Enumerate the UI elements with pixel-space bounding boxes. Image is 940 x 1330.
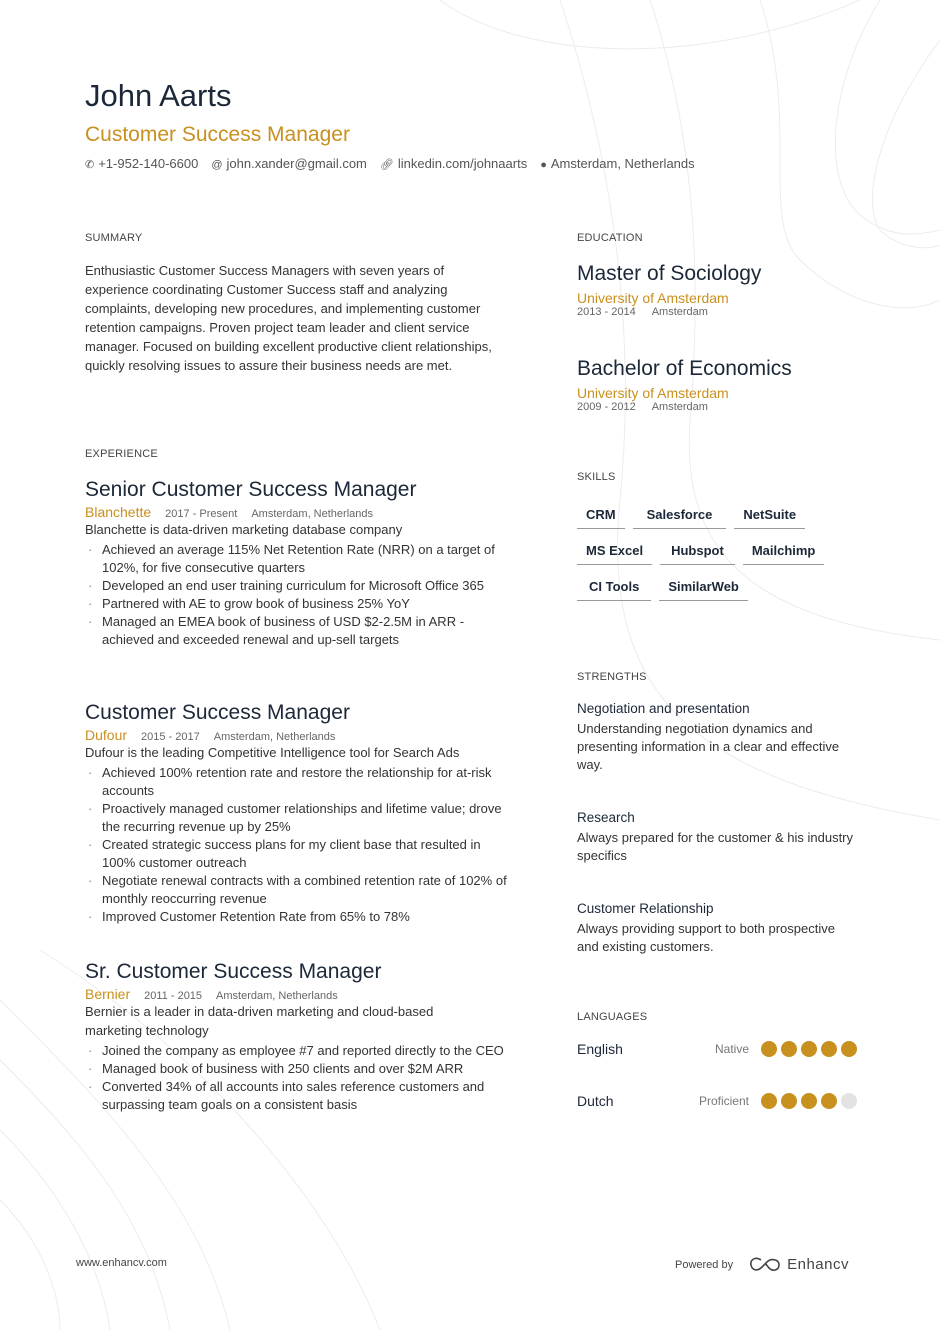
email-text: john.xander@gmail.com — [226, 156, 367, 171]
website-link[interactable]: www.enhancv.com — [76, 1257, 167, 1269]
education-heading: EDUCATION — [577, 232, 643, 244]
experience-heading: EXPERIENCE — [85, 448, 158, 460]
job-location: Amsterdam, Netherlands — [251, 508, 373, 520]
rating-dot — [761, 1093, 777, 1109]
degree: Master of Sociology — [577, 262, 762, 285]
rating-dot — [801, 1093, 817, 1109]
bullet: · Created strategic success plans for my client base that resulted in 100% customer outreach — [85, 836, 510, 872]
candidate-name: John Aarts — [85, 78, 232, 113]
job-dates: 2011 - 2015 — [144, 990, 203, 1002]
rating-dot — [761, 1041, 777, 1057]
language-level: Proficient — [698, 1094, 749, 1108]
skill-tag: MS Excel — [577, 543, 652, 565]
strength-item — [577, 901, 857, 956]
strengths-heading: STRENGTHS — [577, 671, 647, 683]
job-dates: 2015 - 2017 — [141, 731, 200, 743]
job-location: Amsterdam, Netherlands — [216, 990, 338, 1002]
language-name: English — [577, 1041, 623, 1057]
company-description: Bernier is a leader in data-driven marketing and cloud-based marketing technology — [85, 1004, 434, 1038]
skill-tag: NetSuite — [734, 507, 805, 529]
education-entry — [577, 262, 761, 318]
company-description: Dufour is the leading Competitive Intelligence tool for Search Ads — [85, 745, 460, 760]
summary-heading: SUMMARY — [85, 232, 143, 244]
linkedin-text: linkedin.com/johnaarts — [397, 156, 528, 171]
skill-tag: SimilarWeb — [659, 579, 748, 601]
strength-description: Always prepared for the customer & his industry specifics — [577, 830, 854, 863]
bullet: · Managed book of business with 250 clients and over $2M ARR — [85, 1060, 510, 1078]
company-description: Blanchette is data-driven marketing database company — [85, 522, 403, 537]
bullet: · Developed an end user training curriculum for Microsoft Office 365 — [85, 577, 510, 595]
rating-dot — [801, 1041, 817, 1057]
powered-by — [675, 1256, 849, 1273]
bullet: · Proactively managed customer relationships and lifetime value; drove the recurring revenue up by 25% — [85, 800, 510, 836]
strength-title: Customer Relationship — [577, 901, 714, 916]
skill-tag: CI Tools — [577, 579, 651, 601]
enhancv-logo[interactable] — [749, 1256, 849, 1273]
strength-title: Negotiation and presentation — [577, 701, 750, 716]
job-entry — [85, 960, 510, 1114]
language-name: Dutch — [577, 1093, 614, 1109]
bullet: · Achieved an average 115% Net Retention Rate (NRR) on a target of 102%, for five consecutive quarters — [85, 541, 510, 577]
phone[interactable] — [85, 156, 198, 171]
rating-dot — [781, 1093, 797, 1109]
rating-dot — [821, 1041, 837, 1057]
job-dates: 2017 - Present — [165, 508, 238, 520]
contact-bar — [85, 156, 695, 171]
infinity-logo-icon — [749, 1257, 781, 1273]
at-icon: @ — [211, 159, 223, 171]
bullet: · Converted 34% of all accounts into sales reference customers and surpassing team goals on a consistent basis — [85, 1078, 510, 1114]
edu-dates: 2009 - 2012 — [577, 401, 636, 413]
company: Dufour — [85, 727, 128, 743]
skill-tag: Hubspot — [660, 543, 735, 565]
job-title: Sr. Customer Success Manager — [85, 960, 382, 983]
rating-dot — [821, 1093, 837, 1109]
edu-dates: 2013 - 2014 — [577, 306, 636, 318]
skill-tag: Salesforce — [633, 507, 727, 529]
location-text: Amsterdam, Netherlands — [550, 156, 695, 171]
linkedin[interactable] — [380, 156, 527, 171]
company: Blanchette — [85, 504, 152, 520]
phone-icon: ✆ — [85, 159, 95, 171]
job-location: Amsterdam, Netherlands — [213, 731, 336, 743]
strength-description: Understanding negotiation dynamics and presenting information in a clear and effective way. — [577, 721, 840, 772]
skill-tag: CRM — [577, 507, 625, 529]
bullet: · Negotiate renewal contracts with a combined retention rate of 102% of monthly reoccurring revenue — [85, 872, 510, 908]
edu-location: Amsterdam — [651, 401, 708, 413]
skill-tag: Mailchimp — [743, 543, 825, 565]
bullet: · Achieved 100% retention rate and restore the relationship for at-risk accounts — [85, 764, 510, 800]
strength-item — [577, 701, 857, 774]
location — [540, 156, 694, 171]
school: University of Amsterdam — [577, 385, 729, 401]
bullet: · Joined the company as employee #7 and reported directly to the CEO — [85, 1042, 510, 1060]
language-rating — [761, 1093, 857, 1109]
school: University of Amsterdam — [577, 290, 729, 306]
degree: Bachelor of Economics — [577, 357, 792, 380]
languages-heading: LANGUAGES — [577, 1011, 648, 1023]
email[interactable] — [211, 156, 367, 171]
job-entry — [85, 701, 510, 926]
edu-location: Amsterdam — [651, 306, 708, 318]
strength-item — [577, 810, 857, 865]
company: Bernier — [85, 986, 131, 1002]
language-row — [577, 1041, 857, 1057]
rating-dot — [781, 1041, 797, 1057]
phone-text: +1-952-140-6600 — [98, 156, 199, 171]
summary-text: Enthusiastic Customer Success Managers with seven years of experience coordinating Customer Success staff and analyzing complaints, developing new procedures, and implementing customer retention campaigns. Proven project team leader and client service manager. Focused on building excellent productive client relationships, quickly resolving issues to assure their business needs are met. — [85, 263, 492, 373]
brand-name: Enhancv — [787, 1256, 849, 1273]
strength-title: Research — [577, 810, 635, 825]
language-row — [577, 1093, 857, 1109]
location-pin-icon: ● — [540, 159, 547, 171]
job-title: Senior Customer Success Manager — [85, 478, 417, 501]
strength-description: Always providing support to both prospective and existing customers. — [577, 921, 835, 954]
rating-dot — [841, 1093, 857, 1109]
bullet: · Improved Customer Retention Rate from 65% to 78% — [85, 908, 510, 926]
job-title: Customer Success Manager — [85, 701, 350, 724]
powered-label: Powered by — [675, 1258, 734, 1271]
link-icon: 🔗︎ — [379, 159, 394, 171]
rating-dot — [841, 1041, 857, 1057]
skills-list — [577, 507, 867, 601]
candidate-title: Customer Success Manager — [85, 123, 350, 146]
language-level: Native — [714, 1042, 749, 1056]
bullet: · Managed an EMEA book of business of USD $2-2.5M in ARR - achieved and exceeded renewal and up-sell targets — [85, 613, 510, 649]
skills-heading: SKILLS — [577, 471, 616, 483]
education-entry — [577, 357, 792, 413]
job-entry — [85, 478, 510, 649]
bullet: · Partnered with AE to grow book of business 25% YoY — [85, 595, 510, 613]
language-rating — [761, 1041, 857, 1057]
